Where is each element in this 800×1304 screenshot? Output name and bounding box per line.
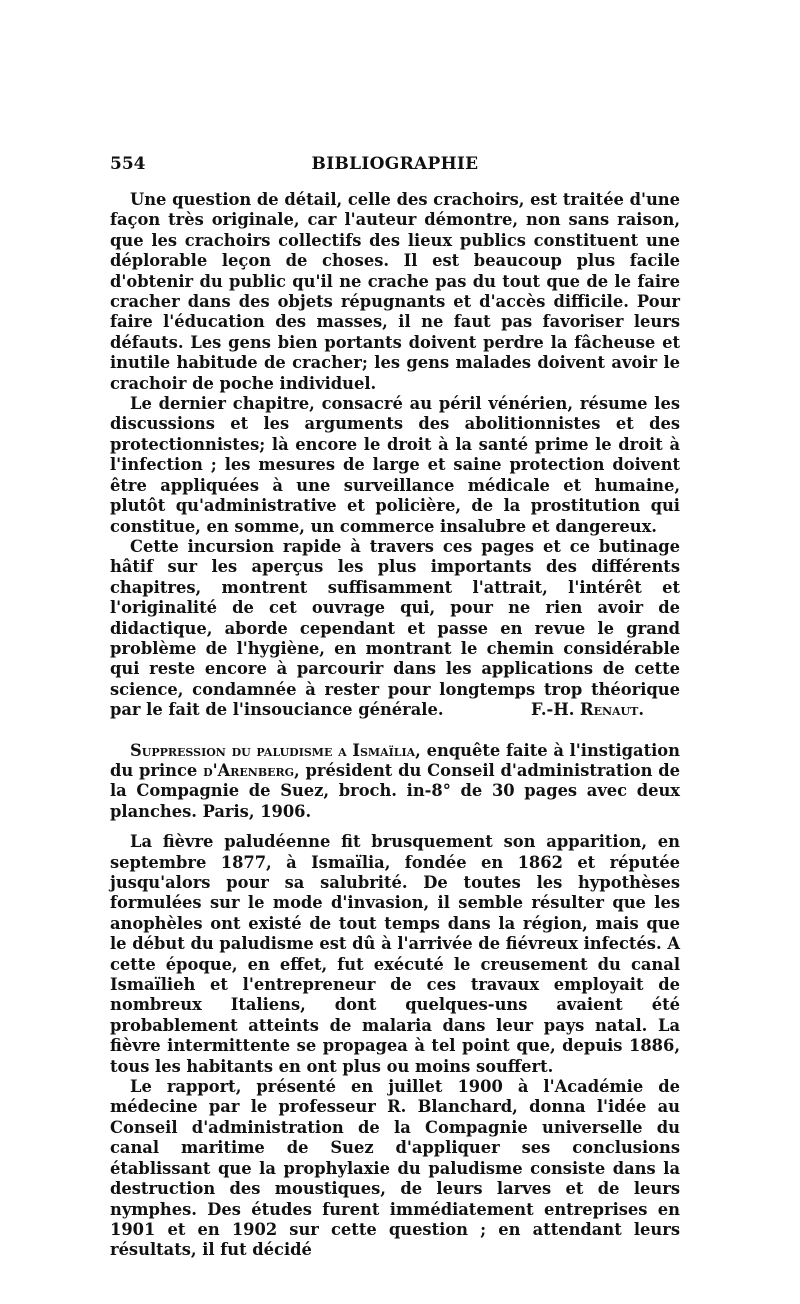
paragraph-conclusion-text: Cette incursion rapide à travers ces pages et ce butinage hâtif sur les aperçus les plus importants des différents chapitres, montrent suffisamment l'attrait, l'intérêt et l'originalité de cet ouvrage qui, pour ne rien avoir de didactique, aborde cependant et passe en revue le grand problème de l'hygiène, en montrant le chemin considérable qui reste encore à parcourir dans les applications de cette science, condamnée à rester pour longtemps trop théorique par le fait de l'insouciance générale. [110,536,680,720]
paragraph-report: Le rapport, présenté en juillet 1900 à l'Académie de médecine par le professeur R. Blanchard, donna l'idée au Conseil d'administration de la Compagnie universelle du canal maritime de Suez d'appliquer ses conclusions établissant que la prophylaxie du paludisme consiste dans la destruction des moustiques, de leurs larves et de leurs nymphes. Des études furent immédiatement entreprises en 1901 et en 1902 sur cette question ; en attendant leurs résultats, il fut décidé [110,1077,680,1260]
bibliographic-reference [110,741,680,823]
page-number: 554 [110,154,146,174]
reference-author: Arenberg, [217,760,300,780]
signature-surname: Renaut. [580,700,644,720]
review-signature [511,700,644,720]
paragraph-malaria-history: La fièvre paludéenne fit brusquement son apparition, en septembre 1877, à Ismaïlia, fondée en 1862 et réputée jusqu'alors pour sa salubrité. De toutes les hypothèses formulées sur le mode d'invasion, il semble résulter que les anophèles ont existé de tout temps dans la région, mais que le début du paludisme est dû à l'arrivée de fiévreux infectés. A cette époque, en effet, fut exécuté le creusement du canal Ismaïlieh et l'entrepreneur de ces travaux employait de nombreux Italiens, dont quelques-uns avaient été probablement atteints de malaria dans leur pays natal. La fièvre intermittente se propagea à tel point que, depuis 1886, tous les habitants en ont plus ou moins souffert. [110,832,680,1076]
paragraph-spittoons: Une question de détail, celle des crachoirs, est traitée d'une façon très originale, car l'auteur démontre, non sans raison, que les crachoirs collectifs des lieux publics constituent une déplorable leçon de choses. Il est beaucoup plus facile d'obtenir du public qu'il ne crache pas du tout que de le faire cracher dans des objets répugnants et d'accès difficile. Pour faire l'éducation des masses, il ne faut pas favoriser leurs défauts. Les gens bien portants doivent perdre la fâcheuse et inutile habitude de cracher; les gens malades doivent avoir le crachoir de poche individuel. [110,190,680,393]
page-body [110,190,680,1261]
paragraph-conclusion [110,537,680,721]
reference-text-1: enquête faite à l'instigation du prince [110,740,680,780]
reference-text-2: président du Conseil d'administration de la Compagnie de Suez, broch. in-8° de 30 pages avec deux planches. Paris, 1906. [110,760,680,821]
page-header [110,154,680,180]
reference-title: Suppression du paludisme a Ismaïlia, [130,740,421,760]
section-spacer-small [110,822,680,832]
section-spacer [110,721,680,741]
signature-initials: F.-H. [530,700,575,720]
reference-author-prefix: d' [203,760,218,780]
running-title: BIBLIOGRAPHIE [311,154,479,174]
paragraph-venereal-peril: Le dernier chapitre, consacré au péril vénérien, résume les discussions et les arguments des abolitionnistes et des protectionnistes; là encore le droit à la santé prime le droit à l'infection ; les mesures de large et saine protection doivent être appliquées à une surveillance médicale et humaine, plutôt qu'administrative et policière, de la prostitution qui constitue, en somme, un commerce insalubre et dangereux. [110,394,680,536]
